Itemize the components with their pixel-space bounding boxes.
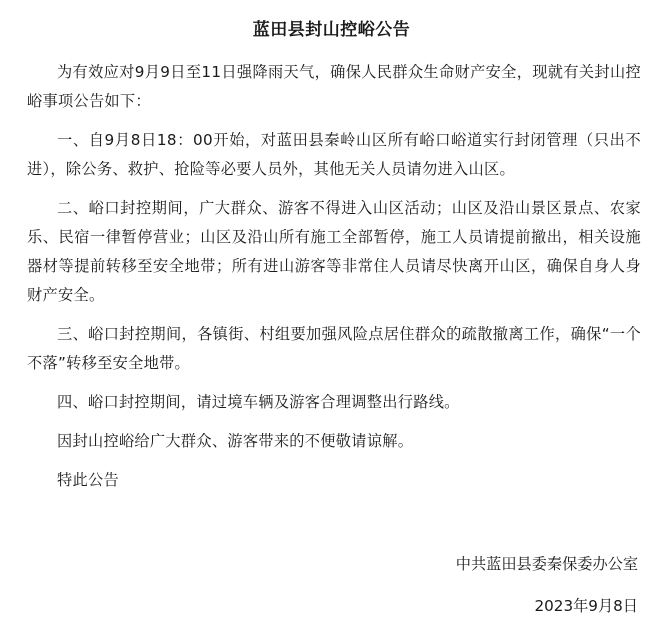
- issue-date: 2023年9月8日: [534, 597, 638, 615]
- paragraph-item-4: 四、峪口封控期间，请过境车辆及游客合理调整出行路线。: [57, 393, 460, 411]
- paragraph-item-2: 二、峪口封控期间，广大群众、游客不得进入山区活动；山区及沿山景区景点、农家乐、民宿一律暂停营业；山区及沿山所有施工全部暂停，施工人员请提前撤出，相关设施器材等提前转移至安全地带；所有进山游客等非常住人员请尽快离开山区，确保自身人身财产安全。: [27, 199, 641, 304]
- notice-body: [27, 58, 641, 505]
- issuer-signature: 中共蓝田县委秦保委办公室: [455, 555, 638, 573]
- paragraph-item-3: 三、峪口封控期间，各镇街、村组要加强风险点居住群众的疏散撤离工作，确保“一个不落”转移至安全地带。: [27, 325, 641, 372]
- paragraph-item-1: 一、自9月8日18：00开始，对蓝田县秦岭山区所有峪口峪道实行封闭管理（只出不进），除公务、救护、抢险等必要人员外，其他无关人员请勿进入山区。: [27, 131, 641, 178]
- paragraph-closing: 特此公告: [57, 471, 119, 489]
- paragraph-apology: 因封山控峪给广大群众、游客带来的不便敬请谅解。: [57, 432, 414, 450]
- paragraph-intro: 为有效应对9月9日至11日强降雨天气，确保人民群众生命财产安全，现就有关封山控峪事项公告如下：: [27, 63, 641, 110]
- page-title: 蓝田县封山控峪公告: [252, 20, 411, 40]
